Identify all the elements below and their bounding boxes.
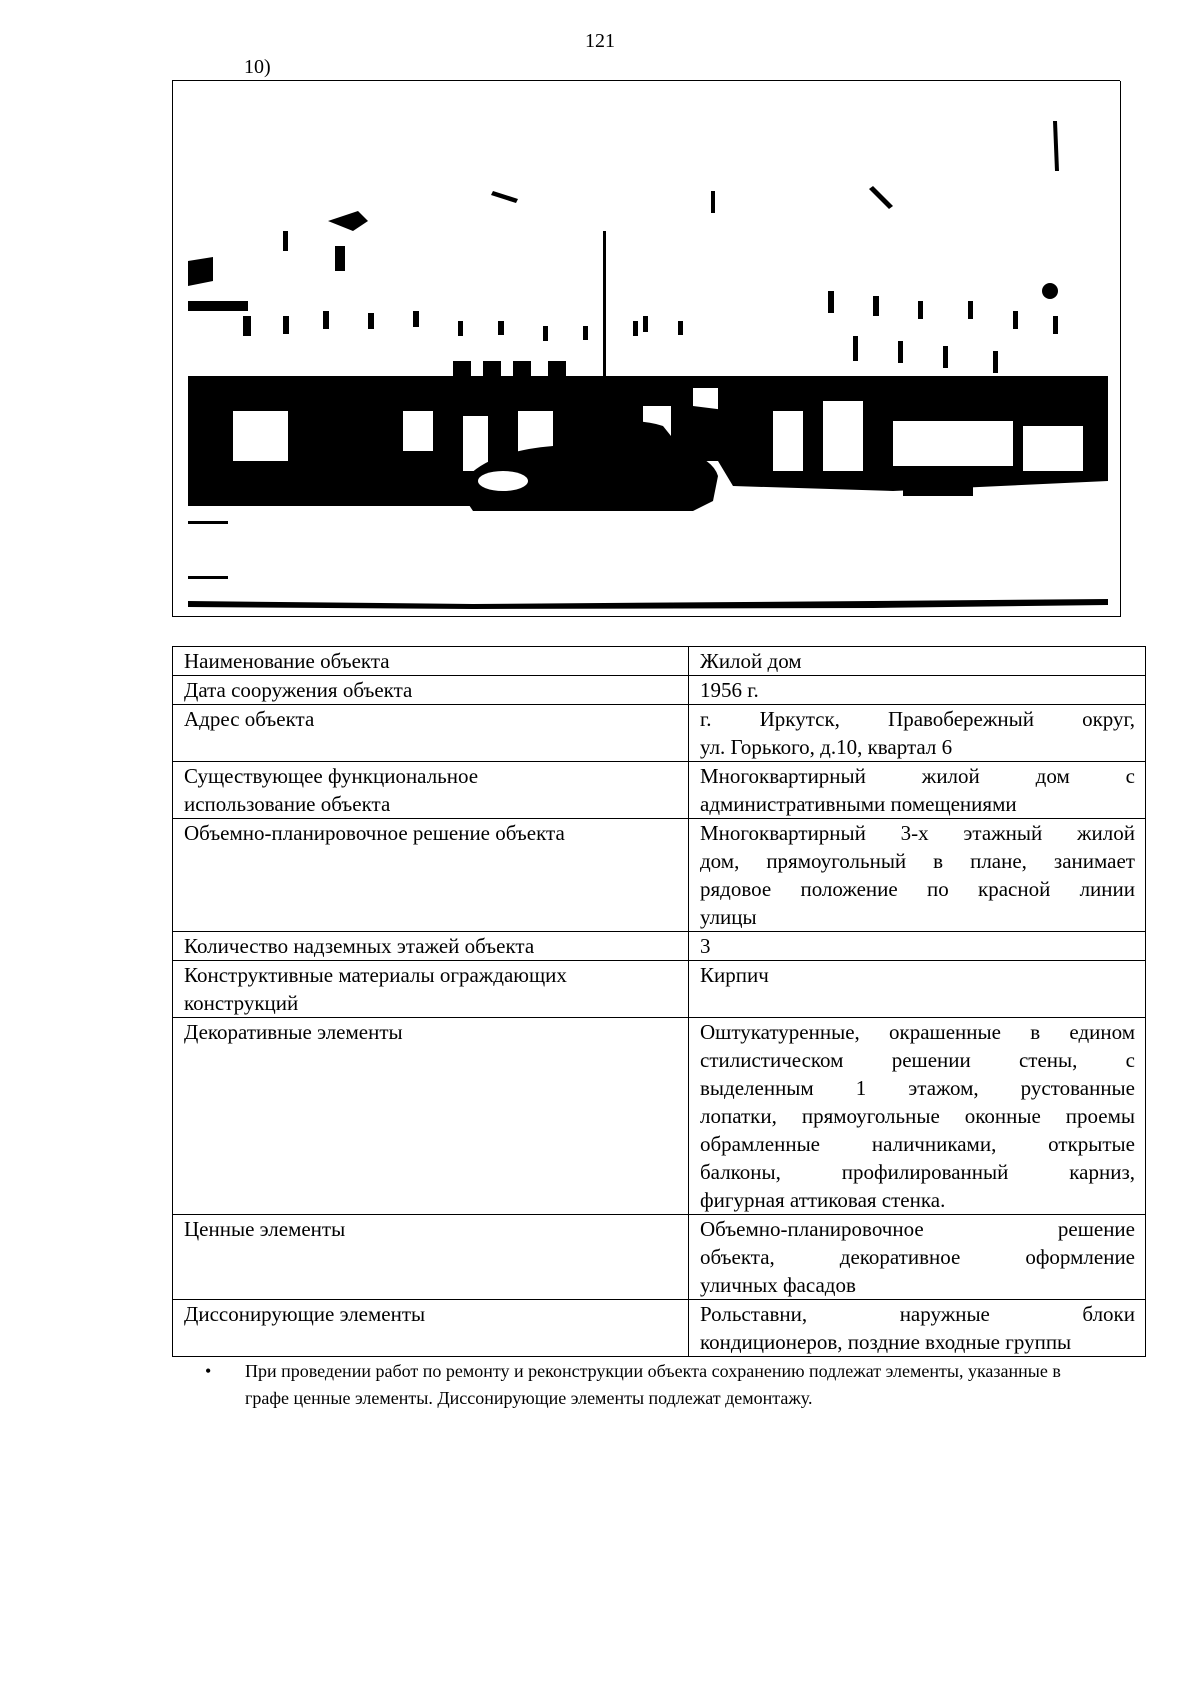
row-label: Объемно-планировочное решение объекта [173,819,689,932]
table-row [173,1215,1146,1300]
row-label: Наименование объекта [173,647,689,676]
row-value-line: 1956 г. [700,678,759,702]
row-value-line: рядовое положение по красной линии [700,877,1135,901]
table-row [173,1300,1146,1357]
row-value-line: Кирпич [700,963,769,987]
row-label: Дата сооружения объекта [173,676,689,705]
table-row [173,932,1146,961]
row-value [689,961,1146,1018]
street-photo-icon [173,81,1120,616]
row-value-line: балконы, профилированный карниз, [700,1160,1135,1184]
row-value [689,819,1146,932]
table-row [173,1018,1146,1215]
object-info-table [172,646,1146,1357]
row-label: Диссонирующие элементы [173,1300,689,1357]
row-value-line: Многоквартирный жилой дом с [700,764,1135,788]
row-value [689,647,1146,676]
row-label-line: Конструктивные материалы ограждающих [184,963,567,987]
row-value-line: 3 [700,934,711,958]
table-row [173,961,1146,1018]
row-value-line: Жилой дом [700,649,802,673]
row-label: Декоративные элементы [173,1018,689,1215]
row-value-line: Многоквартирный 3-х этажный жилой [700,821,1135,845]
row-value-line: улицы [700,905,757,929]
row-value [689,1018,1146,1215]
row-value-line: административными помещениями [700,792,1017,816]
row-value-line: обрамленные наличниками, открытые [700,1132,1135,1156]
row-value-line: г. Иркутск, Правобережный округ, [700,707,1135,731]
table-row [173,676,1146,705]
row-label [173,762,689,819]
row-value-line: выделенным 1 этажом, рустованные [700,1076,1135,1100]
row-value-line: стилистическом решении стены, с [700,1048,1135,1072]
row-value-line: объекта, декоративное оформление [700,1245,1135,1269]
building-photo [172,81,1121,617]
row-value [689,932,1146,961]
row-value [689,705,1146,762]
table-row [173,647,1146,676]
row-value [689,1300,1146,1357]
row-value-line: кондиционеров, поздние входные группы [700,1330,1072,1354]
row-value-line: уличных фасадов [700,1273,856,1297]
row-value-line: Оштукатуренные, окрашенные в едином [700,1020,1135,1044]
row-label [173,961,689,1018]
row-value [689,676,1146,705]
row-label-line: использование объекта [184,792,391,816]
table-row [173,705,1146,762]
table-row [173,762,1146,819]
item-number: 10) [244,56,271,78]
note [200,1358,1080,1412]
row-value-line: Рольставни, наружные блоки [700,1302,1135,1326]
row-label-line: конструкций [184,991,299,1015]
note-bullet: • [205,1361,212,1381]
page-number: 121 [585,30,615,52]
row-value [689,1215,1146,1300]
table-row [173,819,1146,932]
row-label: Адрес объекта [173,705,689,762]
row-label: Количество надземных этажей объекта [173,932,689,961]
row-label: Ценные элементы [173,1215,689,1300]
row-value-line: Объемно-планировочное решение [700,1217,1135,1241]
row-value-line: ул. Горького, д.10, квартал 6 [700,735,953,759]
row-value [689,762,1146,819]
row-label-line: Существующее функциональное [184,764,479,788]
note-text: При проведении работ по ремонту и реконструкции объекта сохранению подлежат элементы, указанные в графе ценные элементы. Диссонирующие элементы подлежат демонтажу. [245,1361,1061,1408]
row-value-line: лопатки, прямоугольные оконные проемы [700,1104,1135,1128]
row-value-line: дом, прямоугольный в плане, занимает [700,849,1135,873]
row-value-line: фигурная аттиковая стенка. [700,1188,946,1212]
